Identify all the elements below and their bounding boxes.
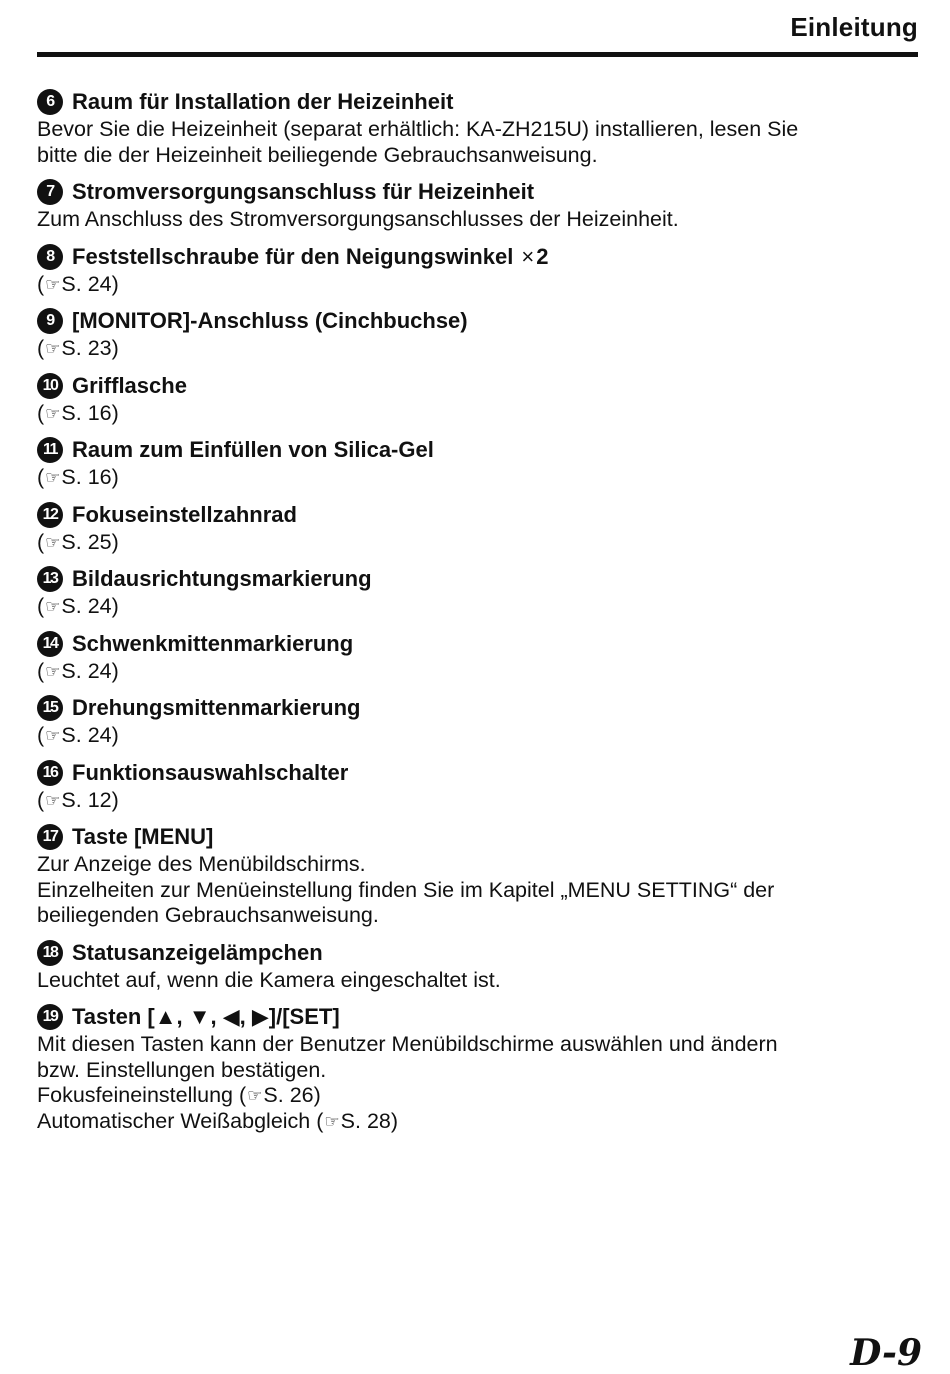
item-title (37, 693, 918, 723)
item-title (37, 822, 918, 852)
number-badge: 17 (37, 824, 63, 850)
item-title-text: Funktionsauswahlschalter (72, 759, 349, 785)
description-line: bzw. Einstellungen bestätigen. (37, 1057, 327, 1082)
item-7 (37, 177, 918, 233)
description-line: Leuchtet auf, wenn die Kamera eingeschaltet ist. (37, 967, 501, 992)
item-title-text: Raum zum Einfüllen von Silica-Gel (72, 437, 434, 462)
item-title-text: Taste [MENU] (72, 824, 214, 849)
item-title (37, 758, 918, 788)
item-title-text: Stromversorgungsanschluss für Heizeinheit (72, 179, 535, 204)
section-title: Einleitung (790, 12, 918, 42)
item-12 (37, 500, 918, 556)
item-6 (37, 87, 918, 168)
item-title-text: Bildausrichtungsmarkierung (72, 566, 372, 591)
item-title-text: Fokuseinstellzahnrad (72, 501, 297, 527)
number-badge: 12 (37, 502, 63, 528)
item-title (37, 435, 918, 465)
page-reference[interactable]: (☞S. 24) (37, 723, 119, 747)
page-reference[interactable]: (☞S. 24) (37, 594, 119, 618)
page-reference[interactable]: (☞S. 25) (37, 529, 119, 554)
ref-page: S. 24 (61, 594, 112, 618)
item-title-text: Drehungsmittenmarkierung (72, 695, 361, 720)
number-badge: 9 (37, 308, 63, 334)
item-title-text: Raum für Installation der Heizeinheit (72, 89, 454, 114)
number-badge: 16 (37, 760, 63, 786)
item-14 (37, 629, 918, 685)
item-8 (37, 242, 918, 298)
ref-page: S. 26 (263, 1083, 314, 1107)
item-16 (37, 758, 918, 814)
description-line: Mit diesen Tasten kann der Benutzer Menübildschirme auswählen und ändern (37, 1032, 778, 1056)
page-reference[interactable]: (☞S. 16) (37, 400, 119, 425)
item-title (37, 1002, 918, 1032)
item-13 (37, 564, 918, 620)
item-title-text: [MONITOR]-Anschluss (Cinchbuchse) (72, 308, 468, 333)
item-title (37, 306, 918, 336)
description-line: Einzelheiten zur Menüeinstellung finden Sie im Kapitel „MENU SETTING“ der (37, 877, 775, 902)
item-title (37, 371, 918, 401)
page-reference[interactable]: (☞S. 24) (37, 658, 119, 683)
page-reference[interactable]: (☞S. 23) (37, 336, 119, 360)
item-title (37, 564, 918, 594)
number-badge: 6 (37, 89, 63, 115)
ref-line-text: Fokusfeineinstellung (37, 1083, 234, 1107)
item-title-text: Statusanzeigelämpchen (72, 939, 323, 965)
page-reference[interactable]: (☞S. 12) (37, 787, 119, 812)
number-badge: 19 (37, 1004, 63, 1030)
page-reference[interactable]: (☞S. 16) (37, 465, 119, 489)
page-reference[interactable]: (☞S. 26) (239, 1083, 321, 1107)
number-badge: 18 (37, 940, 63, 966)
item-title (37, 938, 918, 968)
pointing-hand-icon: ☞ (45, 403, 61, 423)
item-17 (37, 822, 918, 929)
item-list (37, 87, 918, 1143)
page-number: D-9 (850, 1332, 922, 1374)
item-11 (37, 435, 918, 491)
number-badge: 13 (37, 566, 63, 592)
number-badge: 14 (37, 631, 63, 657)
times-symbol: × (521, 243, 535, 269)
pointing-hand-icon: ☞ (324, 1111, 340, 1131)
item-15 (37, 693, 918, 749)
pointing-hand-icon: ☞ (45, 339, 61, 358)
item-title-text: Schwenkmittenmarkierung (72, 630, 354, 656)
item-title (37, 87, 918, 117)
ref-page: S. 24 (61, 658, 112, 683)
item-title-text: Tasten [▲, ▼, ◀, ▶]/[SET] (72, 1004, 340, 1029)
item-19 (37, 1002, 918, 1134)
item-title (37, 177, 918, 207)
description-line-with-reference (37, 1109, 918, 1135)
number-badge: 11 (37, 437, 63, 463)
pointing-hand-icon: ☞ (45, 468, 61, 487)
pointing-hand-icon: ☞ (45, 790, 61, 810)
quantity: 2 (536, 243, 549, 269)
description-line: Bevor Sie die Heizeinheit (separat erhältlich: KA-ZH215U) installieren, lesen Sie (37, 117, 799, 141)
ref-page: S. 16 (61, 400, 112, 425)
ref-page: S. 28 (340, 1108, 391, 1133)
pointing-hand-icon: ☞ (45, 274, 61, 294)
page-reference[interactable]: (☞S. 28) (316, 1108, 399, 1133)
item-9 (37, 306, 918, 362)
item-title (37, 500, 918, 530)
description-line: bitte die der Heizeinheit beiliegende Gebrauchsanweisung. (37, 142, 598, 167)
page-header (37, 0, 918, 57)
ref-page: S. 25 (61, 529, 112, 554)
number-badge: 10 (37, 373, 63, 399)
pointing-hand-icon: ☞ (45, 532, 61, 552)
item-title (37, 629, 918, 659)
pointing-hand-icon: ☞ (247, 1086, 263, 1105)
pointing-hand-icon: ☞ (45, 597, 61, 616)
pointing-hand-icon: ☞ (45, 726, 61, 745)
item-10 (37, 371, 918, 427)
item-title-text: Grifflasche (72, 372, 187, 398)
item-title (37, 242, 918, 272)
ref-page: S. 12 (61, 787, 112, 812)
item-title-text: Feststellschraube für den Neigungswinkel (72, 243, 514, 269)
description-line-with-reference (37, 1083, 918, 1109)
description-line: beiliegenden Gebrauchsanweisung. (37, 903, 379, 927)
description-line: Zur Anzeige des Menübildschirms. (37, 852, 366, 876)
ref-page: S. 24 (61, 723, 112, 747)
item-18 (37, 938, 918, 994)
ref-page: S. 23 (61, 336, 112, 360)
pointing-hand-icon: ☞ (45, 661, 61, 681)
ref-page: S. 24 (61, 271, 112, 296)
page-reference[interactable]: (☞S. 24) (37, 271, 119, 296)
ref-page: S. 16 (61, 465, 112, 489)
number-badge: 15 (37, 695, 63, 721)
number-badge: 8 (37, 244, 63, 270)
number-badge: 7 (37, 179, 63, 205)
description-line: Zum Anschluss des Stromversorgungsanschlusses der Heizeinheit. (37, 207, 679, 231)
ref-line-text: Automatischer Weißabgleich (37, 1108, 311, 1133)
